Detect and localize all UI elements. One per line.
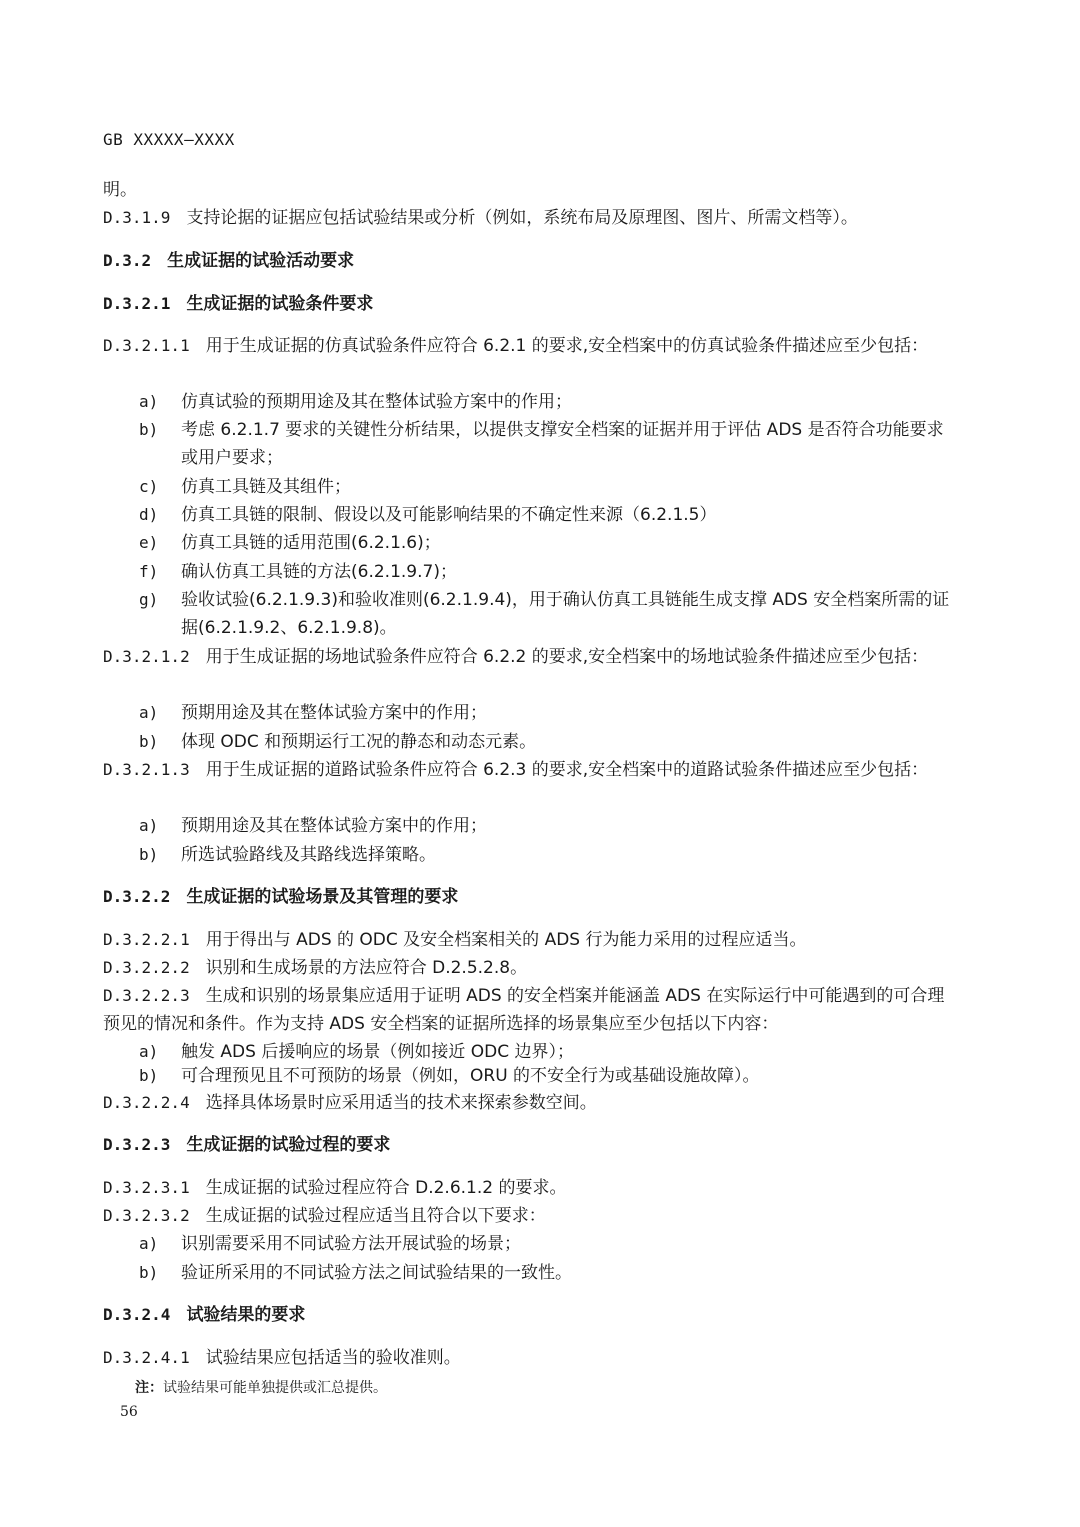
heading-number: D.3.2.3 [103,1135,171,1154]
clause-number: D.3.2.1.1 [103,336,190,355]
clause-number: D.3.2.1.3 [103,760,190,779]
clause-text: 生成证据的试验过程应符合 D.2.6.1.2 的要求。 [205,1178,567,1198]
clause-text: 支持论据的证据应包括试验结果或分析（例如，系统布局及原理图、图片、所需文档等）。 [186,208,858,228]
list-label: b) [139,732,159,751]
clause-d3-2-2-2 [103,954,958,982]
list-text: 验收试验(6.2.1.9.3)和验收准则(6.2.1.9.4)，用于确认仿真工具链能生成支撑 ADS 安全档案所需的证据(6.2.1.9.2、6.2.1.9.8)。 [181,590,950,638]
clause-text: 生成和识别的场景集应适用于证明 ADS 的安全档案并能涵盖 ADS 在实际运行中可能遇到的可合理预见的情况和条件。作为支持 ADS 安全档案的证据所选择的场景集应至少包括以下内容： [103,986,945,1034]
note-text: 试验结果可能单独提供或汇总提供。 [163,1380,387,1396]
list-text: 触发 ADS 后援响应的场景（例如接近 ODC 边界）； [181,1042,574,1062]
list-item [139,1062,954,1090]
list-item [139,558,954,586]
heading-d3-2-2 [103,883,958,911]
clause-number: D.3.2.4.1 [103,1348,190,1367]
list-label: g) [139,590,159,609]
clause-number: D.3.2.1.2 [103,647,190,666]
list-item [139,501,954,529]
note-label: 注： [135,1380,163,1396]
list-text: 所选试验路线及其路线选择策略。 [181,845,436,865]
clause-d3-2-2-4 [103,1089,958,1117]
list-label: a) [139,703,159,722]
list-text: 识别需要采用不同试验方法开展试验的场景； [181,1234,521,1254]
list-item [139,416,954,472]
list-text: 预期用途及其在整体试验方案中的作用； [181,703,487,723]
list-label: b) [139,1263,159,1282]
list-item [139,586,954,642]
heading-d3-2 [103,247,958,275]
clause-text: 选择具体场景时应采用适当的技术来探索参数空间。 [205,1093,597,1113]
list-item [139,529,954,557]
list-text: 仿真工具链及其组件； [181,477,351,497]
clause-d3-2-2-1 [103,926,958,954]
clause-d3-2-1-3 [103,756,958,784]
list-label: a) [139,1042,159,1061]
heading-text: 生成证据的试验条件要求 [186,294,374,314]
list-label: b) [139,845,159,864]
list-label: d) [139,505,159,524]
heading-number: D.3.2.1 [103,294,171,313]
list-item [139,1230,954,1258]
clause-text: 生成证据的试验过程应适当且符合以下要求： [205,1206,546,1226]
clause-text: 用于得出与 ADS 的 ODC 及安全档案相关的 ADS 行为能力采用的过程应适当。 [205,930,807,950]
list-item [139,473,954,501]
paragraph-continuation: 明。 [103,180,137,200]
clause-text: 试验结果应包括适当的验收准则。 [205,1348,461,1368]
standard-code-header: GB XXXXX—XXXX [103,130,235,149]
clause-text: 识别和生成场景的方法应符合 D.2.5.2.8。 [205,958,528,978]
clause-number: D.3.2.3.1 [103,1178,190,1197]
page-number: 56 [120,1404,138,1420]
clause-d3-2-3-1 [103,1174,958,1202]
clause-number: D.3.2.2.2 [103,958,190,977]
heading-d3-2-1 [103,290,958,318]
heading-number: D.3.2.2 [103,887,171,906]
list-text: 仿真工具链的限制、假设以及可能影响结果的不确定性来源（6.2.1.5） [181,505,717,525]
clause-d3-2-1-2 [103,643,958,671]
list-text: 仿真工具链的适用范围(6.2.1.6)； [181,533,441,553]
list-item [139,812,954,840]
clause-number: D.3.2.2.3 [103,986,190,1005]
list-text: 验证所采用的不同试验方法之间试验结果的一致性。 [181,1263,572,1283]
clause-d3-2-4-1 [103,1344,958,1372]
heading-text: 生成证据的试验场景及其管理的要求 [186,887,459,907]
list-label: a) [139,392,159,411]
list-label: a) [139,816,159,835]
heading-text: 生成证据的试验活动要求 [167,251,355,271]
clause-number: D.3.1.9 [103,208,171,227]
clause-text: 用于生成证据的仿真试验条件应符合 6.2.1 的要求,安全档案中的仿真试验条件描述应至少包括： [205,336,929,356]
clause-d3-1-9 [103,204,958,232]
clause-text: 用于生成证据的道路试验条件应符合 6.2.3 的要求,安全档案中的道路试验条件描述应至少包括： [205,760,929,780]
clause-d3-2-3-2 [103,1202,958,1230]
heading-text: 生成证据的试验过程的要求 [186,1135,391,1155]
clause-d3-2-2-3 [103,982,958,1038]
list-item [139,699,954,727]
list-label: f) [139,562,159,581]
list-item [139,1259,954,1287]
list-item [139,388,954,416]
clause-d3-2-1-1 [103,332,958,360]
list-text: 体现 ODC 和预期运行工况的静态和动态元素。 [181,732,537,752]
list-item [139,728,954,756]
heading-text: 试验结果的要求 [186,1305,306,1325]
list-item [139,841,954,869]
note [135,1376,387,1400]
list-text: 考虑 6.2.1.7 要求的关键性分析结果，以提供支撑安全档案的证据并用于评估 ADS 是否符合功能要求或用户要求； [181,420,944,468]
heading-d3-2-4 [103,1301,958,1329]
clause-number: D.3.2.2.1 [103,930,190,949]
clause-number: D.3.2.2.4 [103,1093,190,1112]
list-text: 预期用途及其在整体试验方案中的作用； [181,816,487,836]
clause-number: D.3.2.3.2 [103,1206,190,1225]
heading-number: D.3.2.4 [103,1305,171,1324]
list-label: c) [139,477,159,496]
list-label: e) [139,533,159,552]
list-text: 仿真试验的预期用途及其在整体试验方案中的作用； [181,392,572,412]
list-text: 可合理预见且不可预防的场景（例如，ORU 的不安全行为或基础设施故障）。 [181,1066,760,1086]
clause-text: 用于生成证据的场地试验条件应符合 6.2.2 的要求,安全档案中的场地试验条件描述应至少包括： [205,647,929,667]
list-label: a) [139,1234,159,1253]
heading-number: D.3.2 [103,251,152,270]
list-text: 确认仿真工具链的方法(6.2.1.9.7)； [181,562,457,582]
heading-d3-2-3 [103,1131,958,1159]
list-label: b) [139,1066,159,1085]
list-label: b) [139,420,159,439]
